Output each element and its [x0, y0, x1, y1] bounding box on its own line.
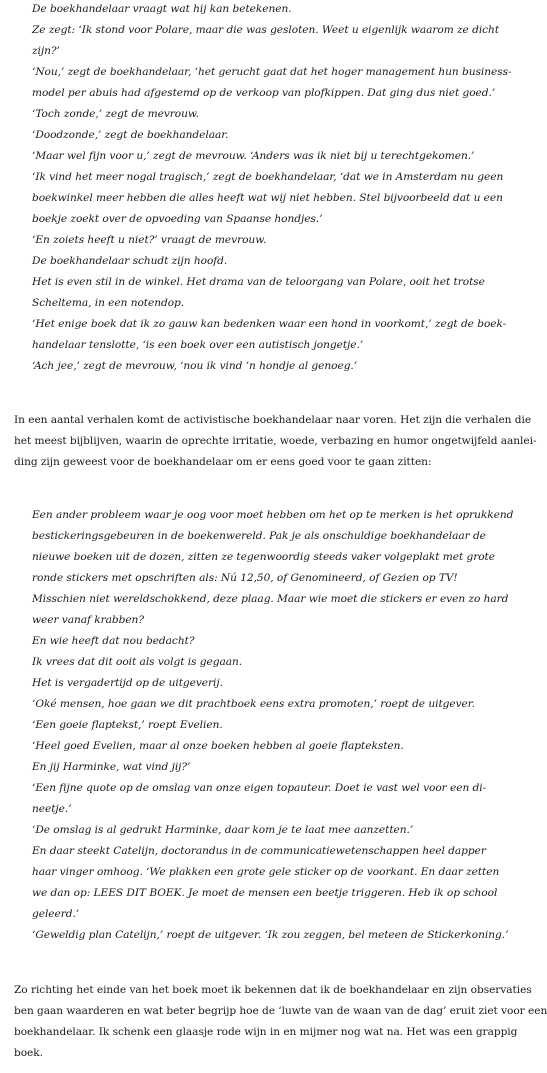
paragraph2-line: boekhandelaar. Ik schenk een glaasje rode wijn in en mijmer nog wat na. Het was een grappig: [14, 1026, 518, 1038]
paragraph2-line: ben gaan waarderen en wat beter begrijp hoe de ‘luwte van de waan van de dag’ eruit ziet voor een: [14, 1005, 547, 1017]
quote1-line: ‘Doodzonde,’ zegt de boekhandelaar.: [32, 129, 229, 141]
quote2-line: haar vinger omhoog. ‘We plakken een grote gele sticker op de voorkant. En daar zetten: [32, 866, 500, 878]
quote2-line: we dan op: LEES DIT BOEK. Je moet de mensen een beetje triggeren. Heb ik op school: [32, 887, 498, 899]
quote1-line: ‘Ach jee,’ zegt de mevrouw, ‘nou ik vind ’n hondje al genoeg.’: [32, 360, 358, 372]
quote1-line: zijn?’: [32, 45, 60, 57]
quote2-line: ‘Oké mensen, hoe gaan we dit prachtboek eens extra promoten,’ roept de uitgever.: [32, 698, 475, 710]
paragraph2-line: Zo richting het einde van het boek moet ik bekennen dat ik de boekhandelaar en zijn observaties: [14, 984, 532, 996]
quote2-line: En jij Harminke, wat vind jij?’: [32, 761, 191, 773]
quote2-line: Misschien niet wereldschokkend, deze plaag. Maar wie moet die stickers er even zo hard: [32, 593, 509, 605]
quote2-line: ronde stickers met opschriften als: Nú 12,50, of Genomineerd, of Gezien op TV!: [32, 572, 458, 584]
paragraph1-line: ding zijn geweest voor de boekhandelaar om er eens goed voor te gaan zitten:: [14, 456, 432, 468]
quote2-line: nieuwe boeken uit de dozen, zitten ze tegenwoordig steeds vaker volgeplakt met grote: [32, 551, 495, 563]
quote2-line: geleerd.’: [32, 908, 80, 920]
paragraph-closing: [14, 980, 547, 1064]
quote1-line: De boekhandelaar schudt zijn hoofd.: [32, 255, 228, 267]
quote1-line: ‘En zoiets heeft u niet?’ vraagt de mevrouw.: [32, 234, 267, 246]
quote2-line: ‘Een goeie flaptekst,’ roept Evelien.: [32, 719, 223, 731]
quote2-line: bestickeringsgebeuren in de boekenwereld. Pak je als onschuldige boekhandelaar de: [32, 530, 486, 542]
quote-block-polare: [32, 0, 512, 377]
quote1-line: Het is even stil in de winkel. Het drama van de teloorgang van Polare, ooit het trotse: [32, 276, 485, 288]
quote2-line: weer vanaf krabben?: [32, 614, 144, 626]
quote1-line: boekje zoekt over de opvoeding van Spaanse hondjes.’: [32, 213, 323, 225]
quote1-line: ‘Toch zonde,’ zegt de mevrouw.: [32, 108, 199, 120]
quote1-line: Ze zegt: ‘Ik stond voor Polare, maar die was gesloten. Weet u eigenlijk waarom ze dicht: [32, 24, 500, 36]
quote1-line: ‘Maar wel fijn voor u,’ zegt de mevrouw. ‘Anders was ik niet bij u terechtgekomen.’: [32, 150, 475, 162]
quote2-line: ‘Een fijne quote op de omslag van onze eigen topauteur. Doet ie vast wel voor een di-: [32, 782, 487, 794]
quote1-line: model per abuis had afgestemd op de verkoop van plofkippen. Dat ging dus niet goed.’: [32, 87, 496, 99]
quote1-line: handelaar tenslotte, ‘is een boek over een autistisch jongetje.’: [32, 339, 364, 351]
quote2-line: En daar steekt Catelijn, doctorandus in de communicatiewetenschappen heel dapper: [32, 845, 486, 857]
quote2-line: En wie heeft dat nou bedacht?: [32, 635, 195, 647]
paragraph2-line: boek.: [14, 1047, 43, 1059]
quote2-line: ‘Heel goed Evelien, maar al onze boeken hebben al goeie flapteksten.: [32, 740, 404, 752]
quote1-line: boekwinkel meer hebben die alles heeft wat wij niet hebben. Stel bijvoorbeeld dat u een: [32, 192, 503, 204]
quote1-line: De boekhandelaar vraagt wat hij kan betekenen.: [32, 3, 292, 15]
quote2-line: Het is vergadertijd op de uitgeverij.: [32, 677, 223, 689]
paragraph1-line: het meest bijblijven, waarin de oprechte irritatie, woede, verbazing en humor ongetwijfeld aanlei-: [14, 435, 537, 447]
quote2-line: neetje.’: [32, 803, 72, 815]
quote1-line: ‘Nou,’ zegt de boekhandelaar, ‘het gerucht gaat dat het hoger management hun business-: [32, 66, 512, 78]
quote-block-stickers: [32, 505, 514, 946]
quote2-line: ‘De omslag is al gedrukt Harminke, daar kom je te laat mee aanzetten.’: [32, 824, 414, 836]
quote2-line: ‘Geweldig plan Catelijn,’ roept de uitgever. ‘Ik zou zeggen, bel meteen de Stickerkoning.’: [32, 929, 509, 941]
quote1-line: ‘Ik vind het meer nogal tragisch,’ zegt de boekhandelaar, ‘dat we in Amsterdam nu geen: [32, 171, 504, 183]
quote2-line: Ik vrees dat dit ooit als volgt is gegaan.: [32, 656, 243, 668]
quote1-line: ‘Het enige boek dat ik zo gauw kan bedenken waar een hond in voorkomt,’ zegt de boek-: [32, 318, 507, 330]
quote2-line: Een ander probleem waar je oog voor moet hebben om het op te merken is het oprukkend: [32, 509, 514, 521]
paragraph-activist-bookseller: [14, 410, 537, 473]
quote1-line: Scheltema, in een notendop.: [32, 297, 185, 309]
paragraph1-line: In een aantal verhalen komt de activistische boekhandelaar naar voren. Het zijn die verhalen die: [14, 414, 532, 426]
